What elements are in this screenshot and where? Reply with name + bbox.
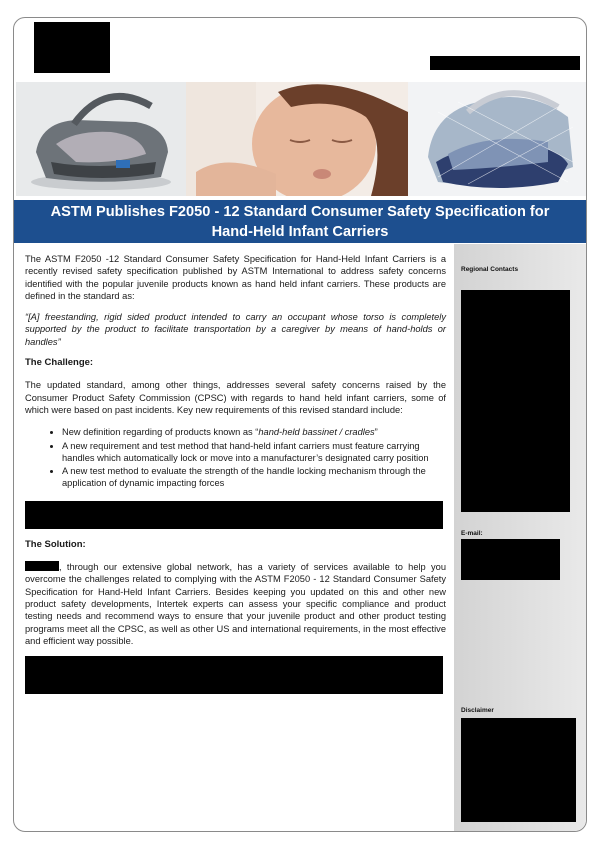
title-banner [14,200,586,243]
bullet1-text: New definition regarding of products known as “ [62,427,259,438]
document-title: ASTM Publishes F2050 - 12 Standard Consumer Safety Specification for Hand-Held Infant Carriers [50,203,550,240]
email-heading: E-mail: [461,530,483,537]
sleeping-baby-photo [186,82,408,196]
bullet1-emphasis: hand-held bassinet / cradles [258,427,375,438]
requirements-list [25,426,446,489]
redacted-company-name [25,561,59,571]
redacted-contacts [461,290,570,512]
solution-paragraph [25,561,446,647]
bullet1-close-quote: ” [374,427,378,438]
header-photo-strip [16,82,586,196]
solution-text: , through our extensive global network, has a variety of services available to help you overcome the challenges related to complying with the ASTM F2050 - 12 Standard Consumer Safety Specification for Hand-Held Infant Carriers. Besides keeping you updated on this and other new product safety developments, Intertek experts can assess your specific compliance and product testing needs and recommend ways to ensure that your juvenile product and other product testing programs meet all the CPSC, as well as other US and international requirements, in the most effective and efficient way possible. [25,562,446,646]
redacted-disclaimer [461,718,576,822]
carrier-with-net-photo [408,82,586,196]
redacted-logo [34,22,110,73]
redacted-email [461,539,560,580]
definition-quote: “[A] freestanding, rigid sided product intended to carry an occupant whose torso is completely supported by the product to facilitate transportation by a caregiver by means of hand-holds or handles” [25,312,446,347]
redacted-block [25,656,443,694]
main-content [25,253,446,694]
infant-carrier-photo [16,82,186,196]
challenge-heading: The Challenge: [25,357,94,369]
disclaimer-heading: Disclaimer [461,707,494,714]
sidebar [454,244,586,831]
list-item: • A new test method to evaluate the strength of the handle locking mechanism through the application of dynamic impacting forces [62,465,446,490]
solution-heading: The Solution: [25,538,86,550]
list-item [62,426,446,438]
regional-contacts-heading: Regional Contacts [461,266,519,273]
intro-paragraph: The ASTM F2050 -12 Standard Consumer Safety Specification for Hand-Held Infant Carriers is a recently revised safety specification published by ASTM International to address safety concerns identified with the popular juvenile products known as hand held infant carriers. These products are defined in the standard as: [25,254,446,301]
list-item: • A new requirement and test method that hand-held infant carriers must feature carrying handles which automatically lock or move into a manufacturer’s designated carry position [62,440,446,465]
redacted-header-text [430,56,580,70]
challenge-paragraph: The updated standard, among other things, addresses several safety concerns raised by the Consumer Product Safety Commission (CPSC) with regards to hand held infant carriers, some of which were based on past incidents. Key new requirements of this revised standard include: [25,380,446,415]
document-frame [13,17,587,832]
redacted-block [25,501,443,529]
